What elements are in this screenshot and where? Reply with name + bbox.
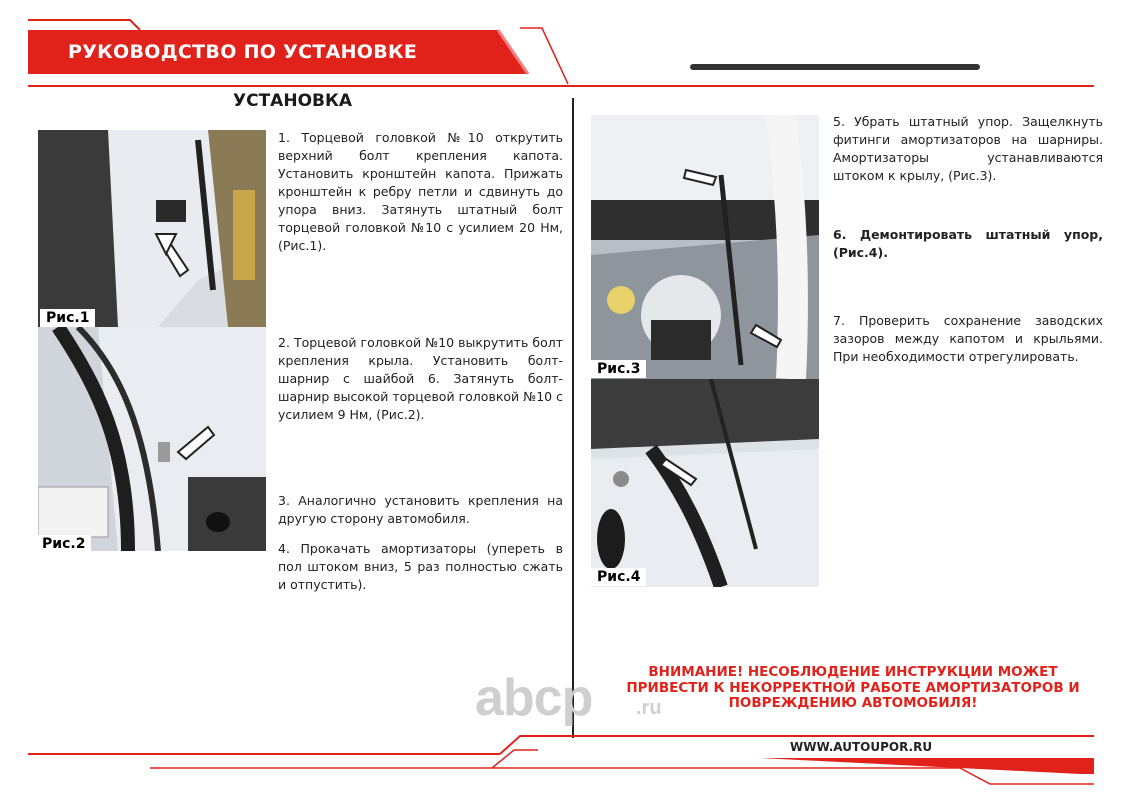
section-title: УСТАНОВКА <box>233 91 353 111</box>
photo-fig3 <box>591 115 819 379</box>
figure-label-1: Рис.1 <box>40 309 95 327</box>
photo-fig1 <box>38 130 266 327</box>
figure-label-3: Рис.3 <box>591 360 646 378</box>
step-1-text: 1. Торцевой головкой №10 открутить верхний болт крепления капота. Установить кронштейн капота. Прижать кронштейн к ребру петли и сдвинуть до упора вниз. Затянуть штатный болт торцевой головкой №10 с усилием 20 Нм, (Рис.1). <box>278 130 563 253</box>
photo-fig4 <box>591 379 819 587</box>
step-5-text: 5. Убрать штатный упор. Защелкнуть фитинги амортизаторов на шарниры. Амортизаторы устанавливаются штоком к крылу, (Рис.3). <box>833 114 1103 183</box>
photo-fig2 <box>38 327 266 551</box>
header-title: РУКОВОДСТВО ПО УСТАНОВКЕ <box>68 41 418 63</box>
step-4-text: 4. Прокачать амортизаторы (упереть в пол штоком вниз, 5 раз полностью сжать и отпустить). <box>278 541 563 592</box>
step-2-text: 2. Торцевой головкой №10 выкрутить болт крепления крыла. Установить болт-шарнир с шайбой 6. Затянуть болт-шарнир высокой торцевой головкой №10 с усилием 9 Нм, (Рис.2). <box>278 335 563 422</box>
column-divider <box>572 98 574 738</box>
watermark-logo: abcp <box>475 669 593 727</box>
footer-decoration <box>0 728 1132 788</box>
step-6-text: 6. Демонтировать штатный упор, (Рис.4). <box>833 227 1103 260</box>
footer-url[interactable]: WWW.AUTOUPOR.RU <box>790 740 933 754</box>
step-3-text: 3. Аналогично установить крепления на другую сторону автомобиля. <box>278 493 563 526</box>
step-7-text: 7. Проверить сохранение заводских зазоров между капотом и крыльями. При необходимости отрегулировать. <box>833 313 1103 364</box>
warning-text: ВНИМАНИЕ! НЕСОБЛЮДЕНИЕ ИНСТРУКЦИИ МОЖЕТ ПРИВЕСТИ К НЕКОРРЕКТНОЙ РАБОТЕ АМОРТИЗАТОРОВ И ПОВРЕЖДЕНИЮ АВТОМОБИЛЯ! <box>626 664 1080 711</box>
figure-label-2: Рис.2 <box>36 535 91 553</box>
watermark-suffix: .ru <box>636 697 662 719</box>
figure-label-4: Рис.4 <box>591 568 646 586</box>
